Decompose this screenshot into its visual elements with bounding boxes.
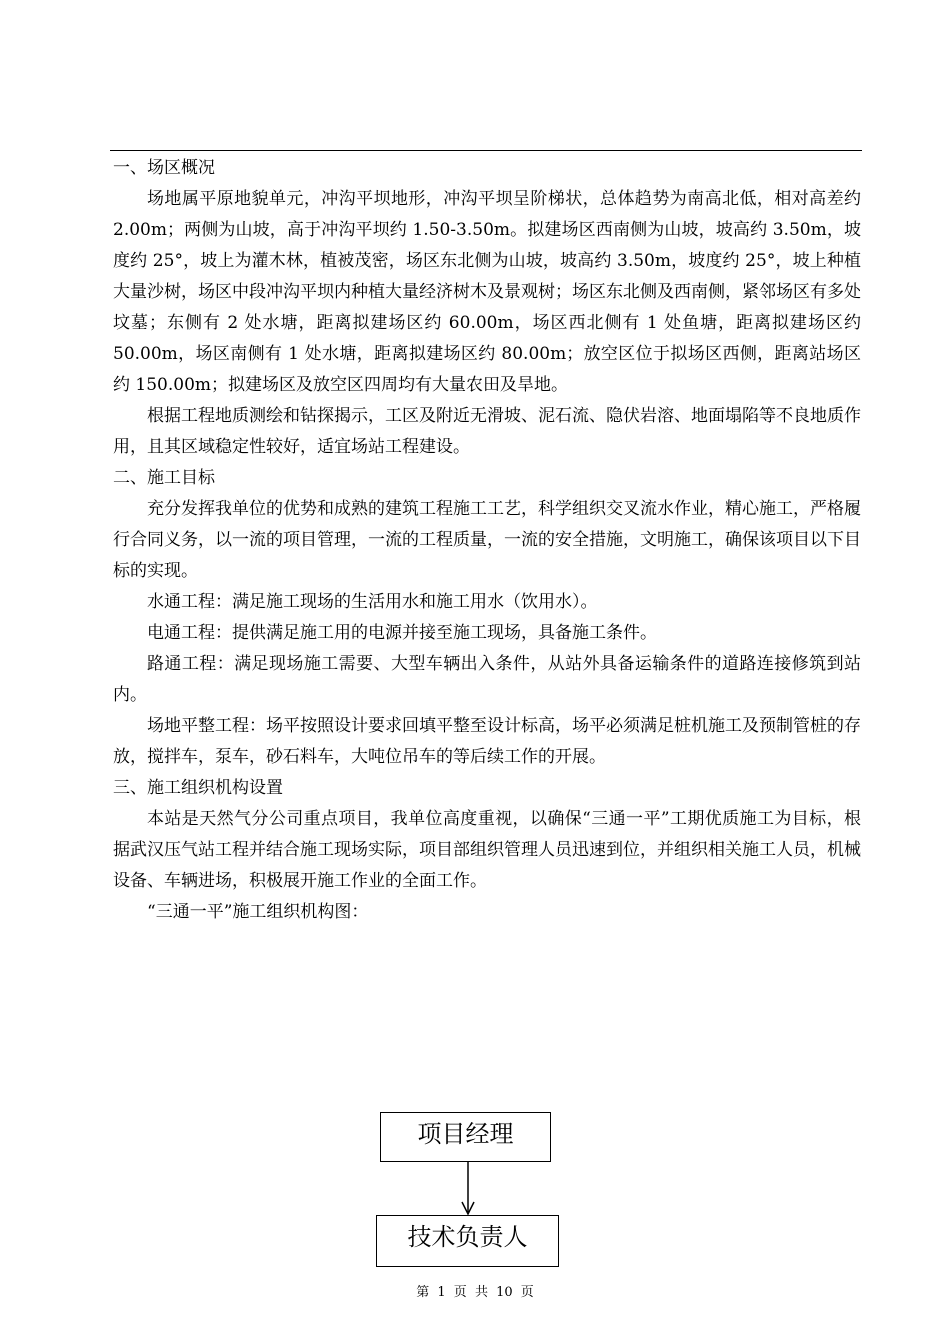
- paragraph-road: 路通工程：满足现场施工需要、大型车辆出入条件，从站外具备运输条件的道路连接修筑到站内。: [113, 654, 861, 705]
- footer-ye: 页: [453, 1285, 467, 1300]
- org-connector-arrow: [458, 1162, 478, 1216]
- paragraph-geology: 根据工程地质测绘和钻探揭示，工区及附近无滑坡、泥石流、隐伏岩溶、地面塌陷等不良地质作用，且其区域稳定性较好，适宜场站工程建设。: [113, 406, 861, 457]
- paragraph-leveling: 场地平整工程：场平按照设计要求回填平整至设计标高，场平必须满足桩机施工及预制管桩的存放，搅拌车，泵车，砂石料车，大吨位吊车的等后续工作的开展。: [113, 716, 861, 767]
- paragraph-power: 电通工程：提供满足施工用的电源并接至施工现场，具备施工条件。: [147, 623, 657, 643]
- footer-di: 第: [416, 1285, 430, 1300]
- org-box-technical-lead: 技术负责人: [376, 1215, 559, 1267]
- footer-page-number: 1: [437, 1285, 446, 1300]
- org-box-project-manager: 项目经理: [380, 1112, 551, 1162]
- header-rule: [110, 150, 862, 151]
- footer-gong: 共: [474, 1285, 488, 1300]
- section-heading-overview: 一、场区概况: [113, 158, 215, 178]
- page-footer: [0, 1284, 950, 1302]
- paragraph-goals-intro: 充分发挥我单位的优势和成熟的建筑工程施工工艺，科学组织交叉流水作业，精心施工，严格履行合同义务，以一流的项目管理，一流的工程质量，一流的安全措施，文明施工，确保该项目以下目标的实现。: [113, 499, 861, 581]
- footer-ye2: 页: [520, 1285, 534, 1300]
- document-body: [113, 153, 861, 928]
- paragraph-water: 水通工程：满足施工现场的生活用水和施工用水（饮用水）。: [147, 592, 598, 612]
- paragraph-organization: 本站是天然气分公司重点项目，我单位高度重视，以确保“三通一平”工期优质施工为目标，根据武汉压气站工程并结合施工现场实际，项目部组织管理人员迅速到位，并组织相关施工人员，机械设备、车辆进场，积极展开施工作业的全面工作。: [113, 809, 861, 891]
- section-heading-organization: 三、施工组织机构设置: [113, 778, 283, 798]
- footer-total-pages: 10: [496, 1285, 513, 1300]
- paragraph-org-chart-caption: “三通一平”施工组织机构图：: [147, 902, 369, 922]
- paragraph-site-description: 场地属平原地貌单元，冲沟平坝地形，冲沟平坝呈阶梯状，总体趋势为南高北低，相对高差约 2.00m；两侧为山坡，高于冲沟平坝约 1.50-3.50m。拟建场区西南侧为山坡，坡高约 3.50m，坡度约 25°，坡上为灌木林，植被茂密，场区东北侧为山坡，坡高约 3.50m，坡度约 25°，坡上种植大量沙树，场区中段冲沟平坝内种植大量经济树木及景观树；场区东北侧及西南侧，紧邻场区有多处坟墓；东侧有 2 处水塘，距离拟建场区约 60.00m，场区西北侧有 1 处鱼塘，距离拟建场区约 50.00m，场区南侧有 1 处水塘，距离拟建场区约 80.00m；放空区位于拟场区西侧，距离站场区约 150.00m；拟建场区及放空区四周均有大量农田及旱地。: [113, 189, 861, 395]
- section-heading-goals: 二、施工目标: [113, 468, 215, 488]
